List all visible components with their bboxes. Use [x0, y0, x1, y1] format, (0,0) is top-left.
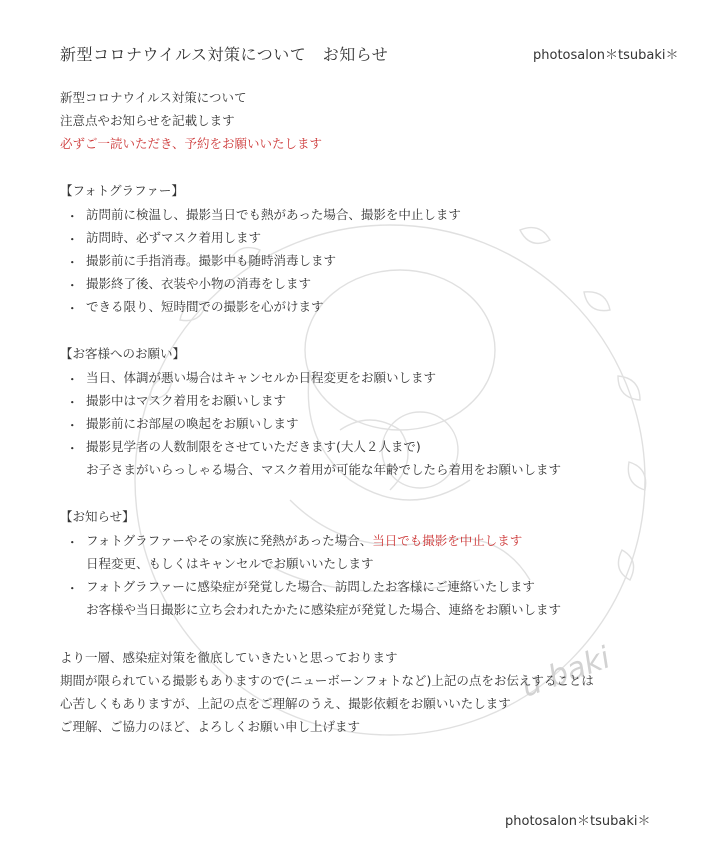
photographer-item: 訪問時、必ずマスク着用します	[86, 230, 262, 245]
customers-item: 撮影見学者の人数制限をさせていただきます(大人２人まで)	[86, 439, 421, 454]
notice-item-1-red: 当日でも撮影を中止します	[372, 533, 523, 548]
photographer-item: 訪問前に検温し、撮影当日でも熱があった場合、撮影を中止します	[86, 207, 461, 222]
photographer-heading: 【フォトグラファー】	[60, 183, 184, 198]
photographer-item: 撮影終了後、衣装や小物の消毒をします	[86, 276, 312, 291]
customers-item: 当日、体調が悪い場合はキャンセルか日程変更をお願いします	[86, 370, 437, 385]
closing-line: ご理解、ご協力のほど、よろしくお願い申し上げます	[60, 719, 361, 734]
bullet-dot: ・	[66, 535, 79, 550]
intro-line-2: 注意点やお知らせを記載します	[60, 113, 235, 128]
notice-item-1-continuation: 日程変更、もしくはキャンセルでお願いいたします	[86, 556, 374, 571]
bullet-dot: ・	[66, 372, 79, 387]
photographer-item: 撮影前に手指消毒。撮影中も随時消毒します	[86, 253, 337, 268]
bullet-dot: ・	[66, 255, 79, 270]
bullet-dot: ・	[66, 441, 79, 456]
customers-item: 撮影中はマスク着用をお願いします	[86, 393, 287, 408]
bullet-dot: ・	[66, 209, 79, 224]
closing-line: 心苦しくもありますが、上記の点をご理解のうえ、撮影依頼をお願いいたします	[60, 696, 511, 711]
bullet-dot: ・	[66, 301, 79, 316]
intro-line-3-red: 必ずご一読いただき、予約をお願いいたします	[60, 136, 323, 151]
customers-heading: 【お客様へのお願い】	[60, 346, 186, 361]
notice-item-1	[86, 533, 522, 549]
bullet-dot: ・	[66, 278, 79, 293]
closing-line: より一層、感染症対策を徹底していきたいと思っております	[60, 650, 398, 665]
customers-item: 撮影前にお部屋の喚起をお願いします	[86, 416, 299, 431]
notice-heading: 【お知らせ】	[60, 509, 135, 524]
bullet-dot: ・	[66, 232, 79, 247]
bullet-dot: ・	[66, 395, 79, 410]
brand-name-top: photosalon＊tsubaki＊	[533, 48, 679, 63]
notice-item-2: フォトグラファーに感染症が発覚した場合、訪問したお客様にご連絡いたします	[86, 579, 535, 594]
intro-line-1: 新型コロナウイルス対策について	[60, 90, 247, 105]
photographer-item: できる限り、短時間での撮影を心がけます	[86, 299, 324, 314]
watermark-text: u baki	[516, 640, 615, 705]
bullet-dot: ・	[66, 418, 79, 433]
bullet-dot: ・	[66, 581, 79, 596]
closing-line: 期間が限られている撮影もありますので(ニューボーンフォトなど)上記の点をお伝えすることは	[60, 673, 594, 688]
notice-item-2-continuation: お客様や当日撮影に立ち会われたかたに感染症が発覚した場合、連絡をお願いします	[86, 602, 562, 617]
brand-name-bottom: photosalon＊tsubaki＊	[505, 814, 651, 829]
notice-item-1-prefix: フォトグラファーやその家族に発熱があった場合、	[86, 533, 373, 548]
customers-item-continuation: お子さまがいらっしゃる場合、マスク着用が可能な年齢でしたら着用をお願いします	[86, 462, 562, 477]
page-title: 新型コロナウイルス対策について お知らせ	[60, 45, 389, 64]
